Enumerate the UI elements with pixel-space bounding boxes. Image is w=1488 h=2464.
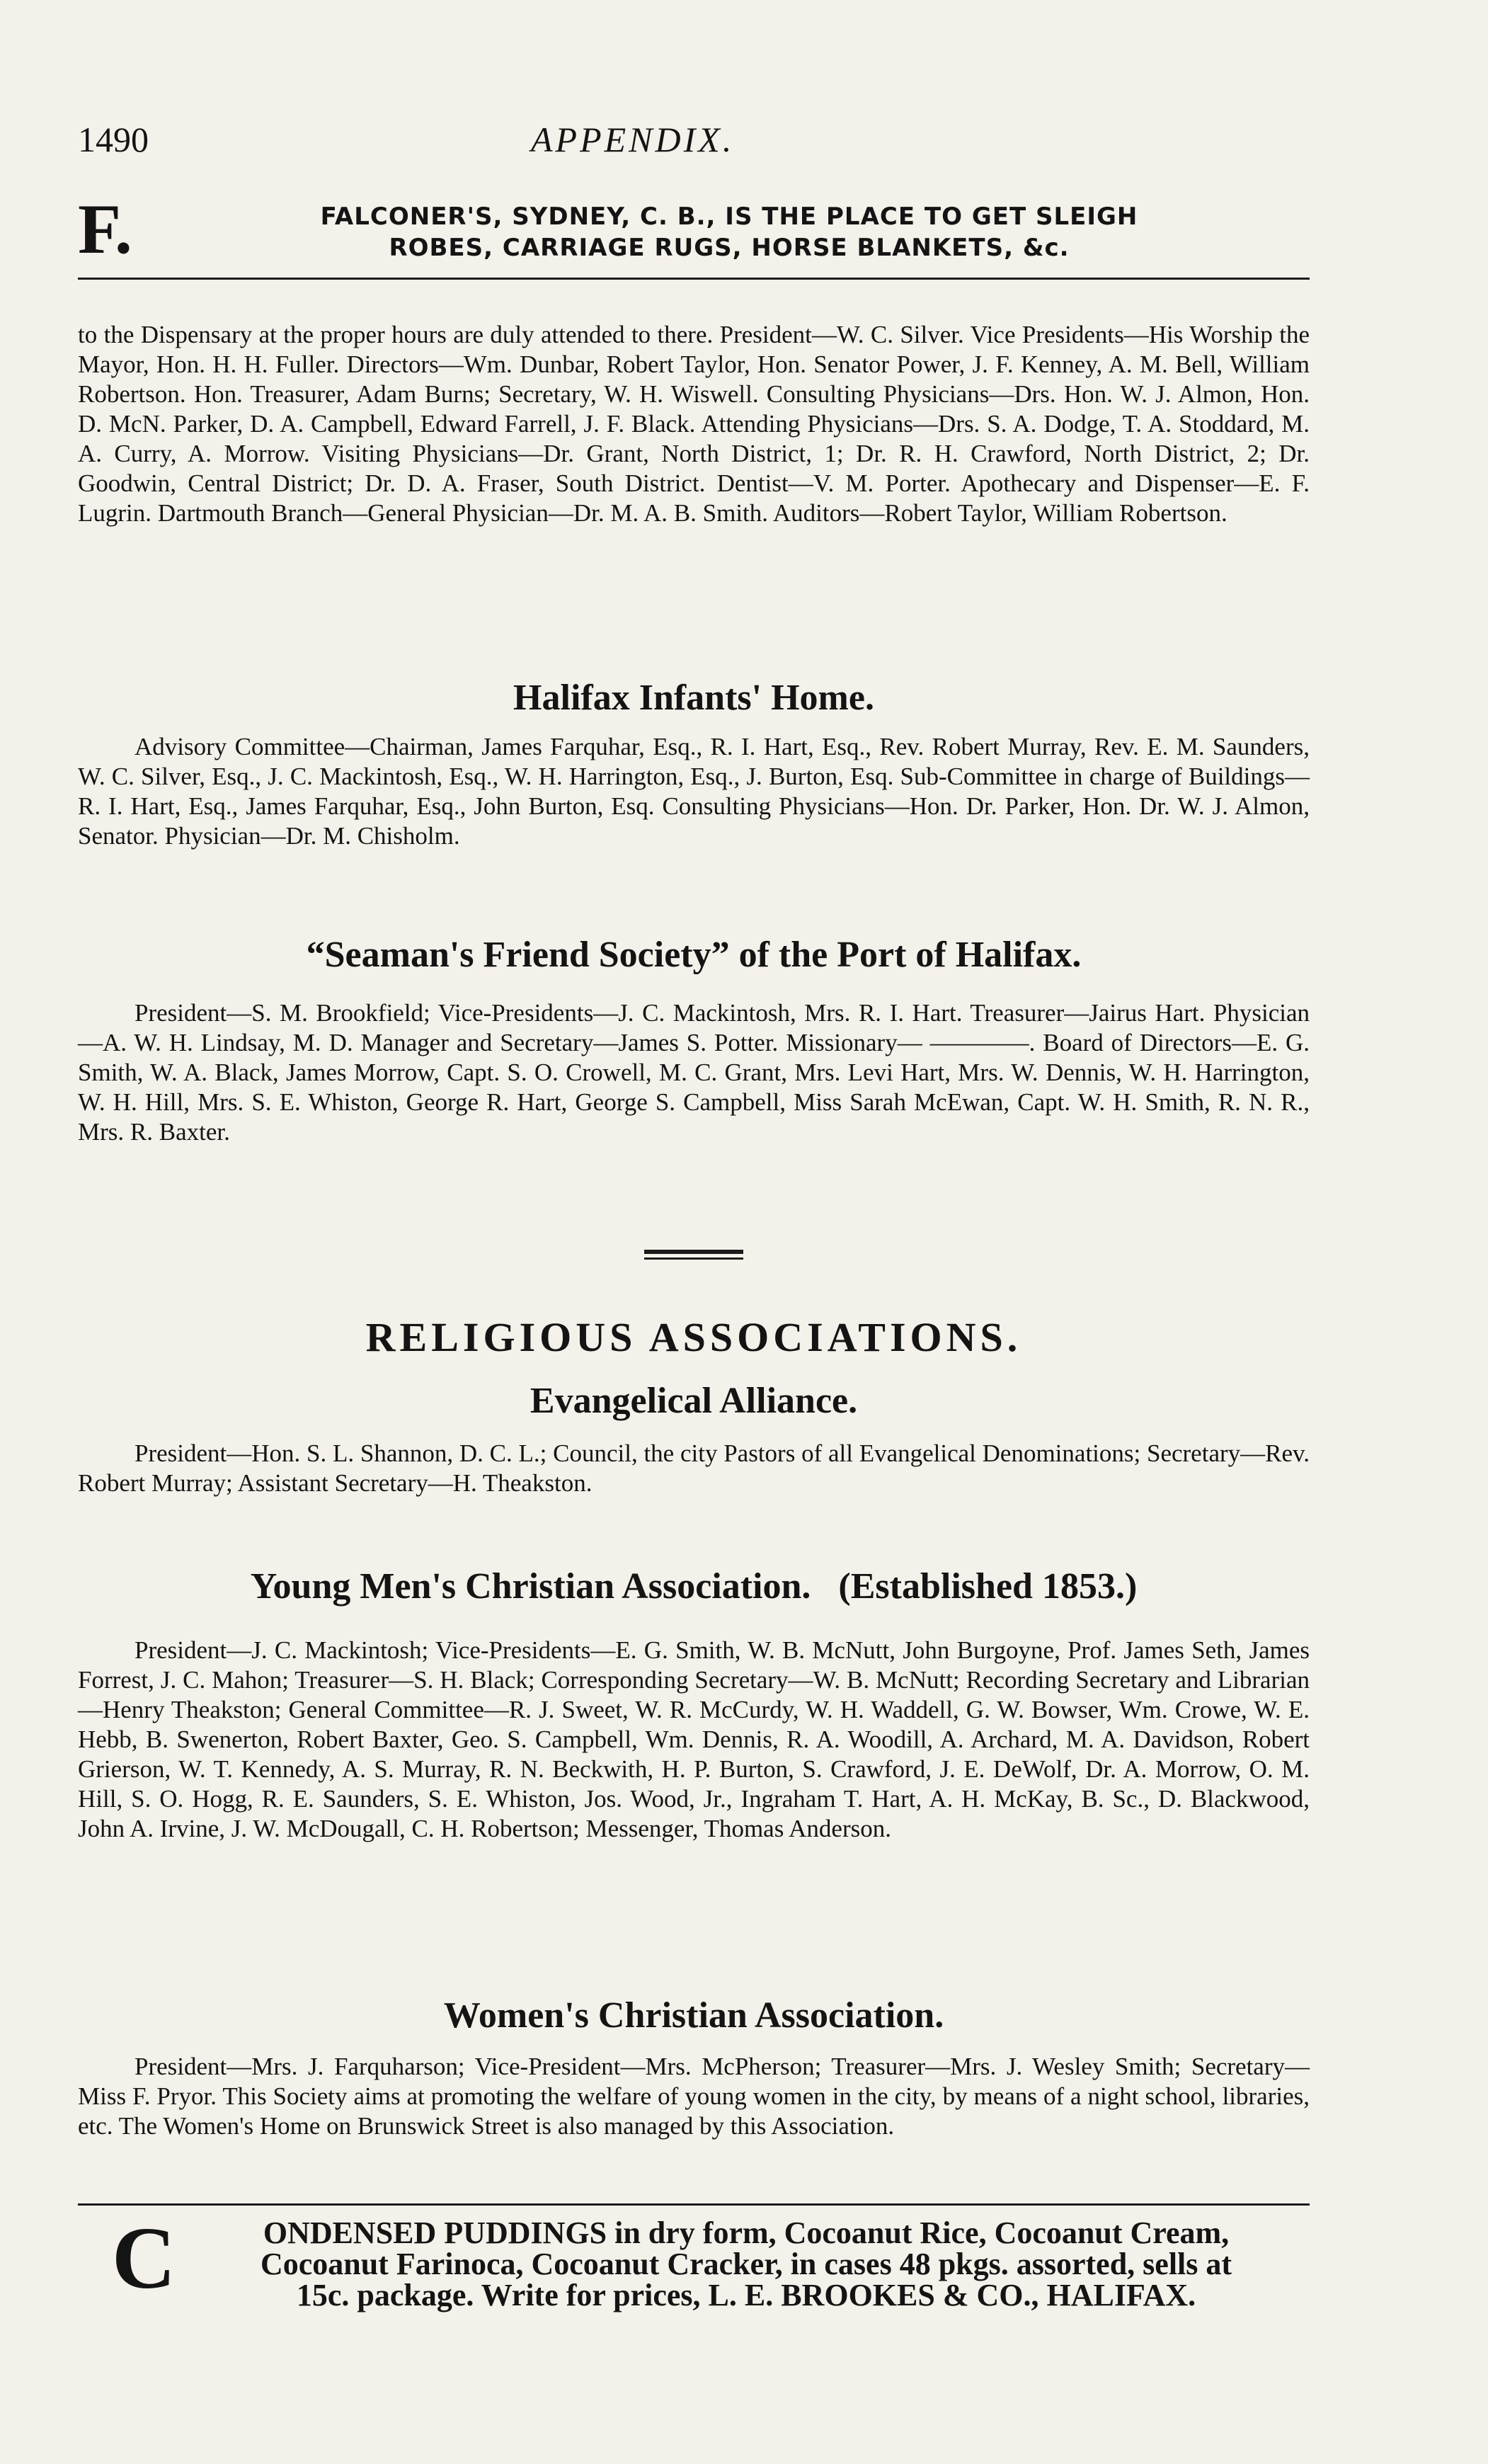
ad-line-1: ONDENSED PUDDINGS in dry form, Cocoanut Rice, Cocoanut Cream,	[263, 2215, 1230, 2250]
page-number: 1490	[78, 120, 149, 159]
ad-line-1: FALCONER'S, SYDNEY, C. B., IS THE PLACE TO GET SLEIGH	[320, 203, 1138, 231]
infants-home-paragraph: Advisory Committee—Chairman, James Farquhar, Esq., R. I. Hart, Esq., Rev. Robert Murray, Rev. E. M. Saunders, W. C. Silver, Esq., J. C. Mackintosh, Esq., W. H. Harrington, Esq., J. Burton, Esq. Sub-Committee in charge of Buildings—R. I. Hart, Esq., James Farquhar, Esq., John Burton, Esq. Consulting Physicians—Hon. Dr. Parker, Hon. Dr. W. J. Almon, Senator. Physician—Dr. M. Chisholm.	[78, 733, 1310, 850]
top-ad-rule	[78, 278, 1310, 280]
seamans-society-paragraph: President—S. M. Brookfield; Vice-Presidents—J. C. Mackintosh, Mrs. R. I. Hart. Treasurer—Jairus Hart. Physician—A. W. H. Lindsay, M. D. Manager and Secretary—James S. Potter. Missionary— ————. Board of Directors—E. G. Smith, W. A. Black, James Morrow, Capt. S. O. Crowell, M. C. Grant, Mrs. Levi Hart, Mrs. W. Dennis, W. H. Harrington, W. H. Hill, Mrs. S. E. Whiston, George R. Hart, George S. Campbell, Miss Sarah McEwan, Capt. W. H. Smith, R. N. R., Mrs. R. Baxter.	[78, 999, 1310, 1146]
religious-associations-heading: RELIGIOUS ASSOCIATIONS.	[365, 1314, 1022, 1360]
evangelical-alliance-paragraph: President—Hon. S. L. Shannon, D. C. L.; Council, the city Pastors of all Evangelical Denominations; Secretary—Rev. Robert Murray; Assistant Secretary—H. Theakston.	[78, 1439, 1310, 1497]
ymca-paragraph: President—J. C. Mackintosh; Vice-Presidents—E. G. Smith, W. B. McNutt, John Burgoyne, Prof. James Seth, James Forrest, J. C. Mahon; Treasurer—S. H. Black; Corresponding Secretary—W. B. McNutt; Recording Secretary and Librarian—Henry Theakston; General Committee—R. J. Sweet, W. R. McCurdy, W. H. Waddell, G. W. Bowser, Wm. Crowe, W. E. Hebb, B. Swenerton, Robert Baxter, Geo. S. Campbell, Wm. Dennis, R. A. Woodill, A. Archard, M. A. Davidson, Robert Grierson, W. T. Kennedy, A. S. Murray, R. N. Beckwith, H. P. Burton, S. Crawford, J. E. DeWolf, Dr. A. Morrow, O. M. Hill, S. O. Hogg, R. E. Saunders, S. E. Whiston, Jos. Wood, Jr., Ingraham T. Hart, A. H. McKay, B. Sc., D. Blackwood, John A. Irvine, J. W. McDougall, C. H. Robertson; Messenger, Thomas Anderson.	[78, 1636, 1310, 1842]
evangelical-alliance-heading: Evangelical Alliance.	[530, 1381, 858, 1421]
ad-text	[183, 2215, 1310, 2312]
womens-association-paragraph: President—Mrs. J. Farquharson; Vice-President—Mrs. McPherson; Treasurer—Mrs. J. Wesley Smith; Secretary—Miss F. Pryor. This Society aims at promoting the welfare of young women in the city, by means of a night school, libraries, etc. The Women's Home on Brunswick Street is also managed by this Association.	[78, 2053, 1310, 2140]
ad-line-3: 15c. package. Write for prices, L. E. BROOKES & CO., HALIFAX.	[296, 2278, 1196, 2312]
running-title: APPENDIX.	[531, 120, 735, 159]
ymca-heading: Young Men's Christian Association. (Established 1853.)	[250, 1566, 1138, 1607]
section-divider-thick	[644, 1250, 743, 1254]
page-header	[78, 119, 1310, 161]
brookes-advertisement	[78, 2210, 1310, 2314]
ad-drop-initial: C	[112, 2210, 176, 2308]
falconer-advertisement	[78, 190, 1310, 270]
bottom-ad-rule	[78, 2203, 1310, 2206]
section-divider-thin	[644, 1257, 743, 1260]
ad-line-2: ROBES, CARRIAGE RUGS, HORSE BLANKETS, &c.	[389, 234, 1070, 262]
womens-association-heading: Women's Christian Association.	[443, 1995, 944, 2036]
dispensary-paragraph: to the Dispensary at the proper hours are duly attended to there. President—W. C. Silver. Vice Presidents—His Worship the Mayor, Hon. H. H. Fuller. Directors—Wm. Dunbar, Robert Taylor, Hon. Senator Power, J. F. Kenney, A. M. Bell, William Robertson. Hon. Treasurer, Adam Burns; Secretary, W. H. Wiswell. Consulting Physicians—Drs. Hon. W. J. Almon, Hon. D. McN. Parker, D. A. Campbell, Edward Farrell, J. F. Black. Attending Physicians—Drs. S. A. Dodge, T. A. Stoddard, M. A. Curry, A. Morrow. Visiting Physicians—Dr. Grant, North District, 1; Dr. R. H. Crawford, North District, 2; Dr. Goodwin, Central District; Dr. D. A. Fraser, South District. Dentist—V. M. Porter. Apothecary and Dispenser—E. F. Lugrin. Dartmouth Branch—General Physician—Dr. M. A. B. Smith. Auditors—Robert Taylor, William Robertson.	[78, 321, 1310, 527]
ad-text	[149, 201, 1310, 263]
ad-drop-initial: F.	[78, 190, 132, 268]
ad-line-2: Cocoanut Farinoca, Cocoanut Cracker, in cases 48 pkgs. assorted, sells at	[260, 2247, 1232, 2281]
infants-home-heading: Halifax Infants' Home.	[513, 678, 874, 718]
seamans-society-heading: “Seaman's Friend Society” of the Port of Halifax.	[306, 935, 1082, 975]
